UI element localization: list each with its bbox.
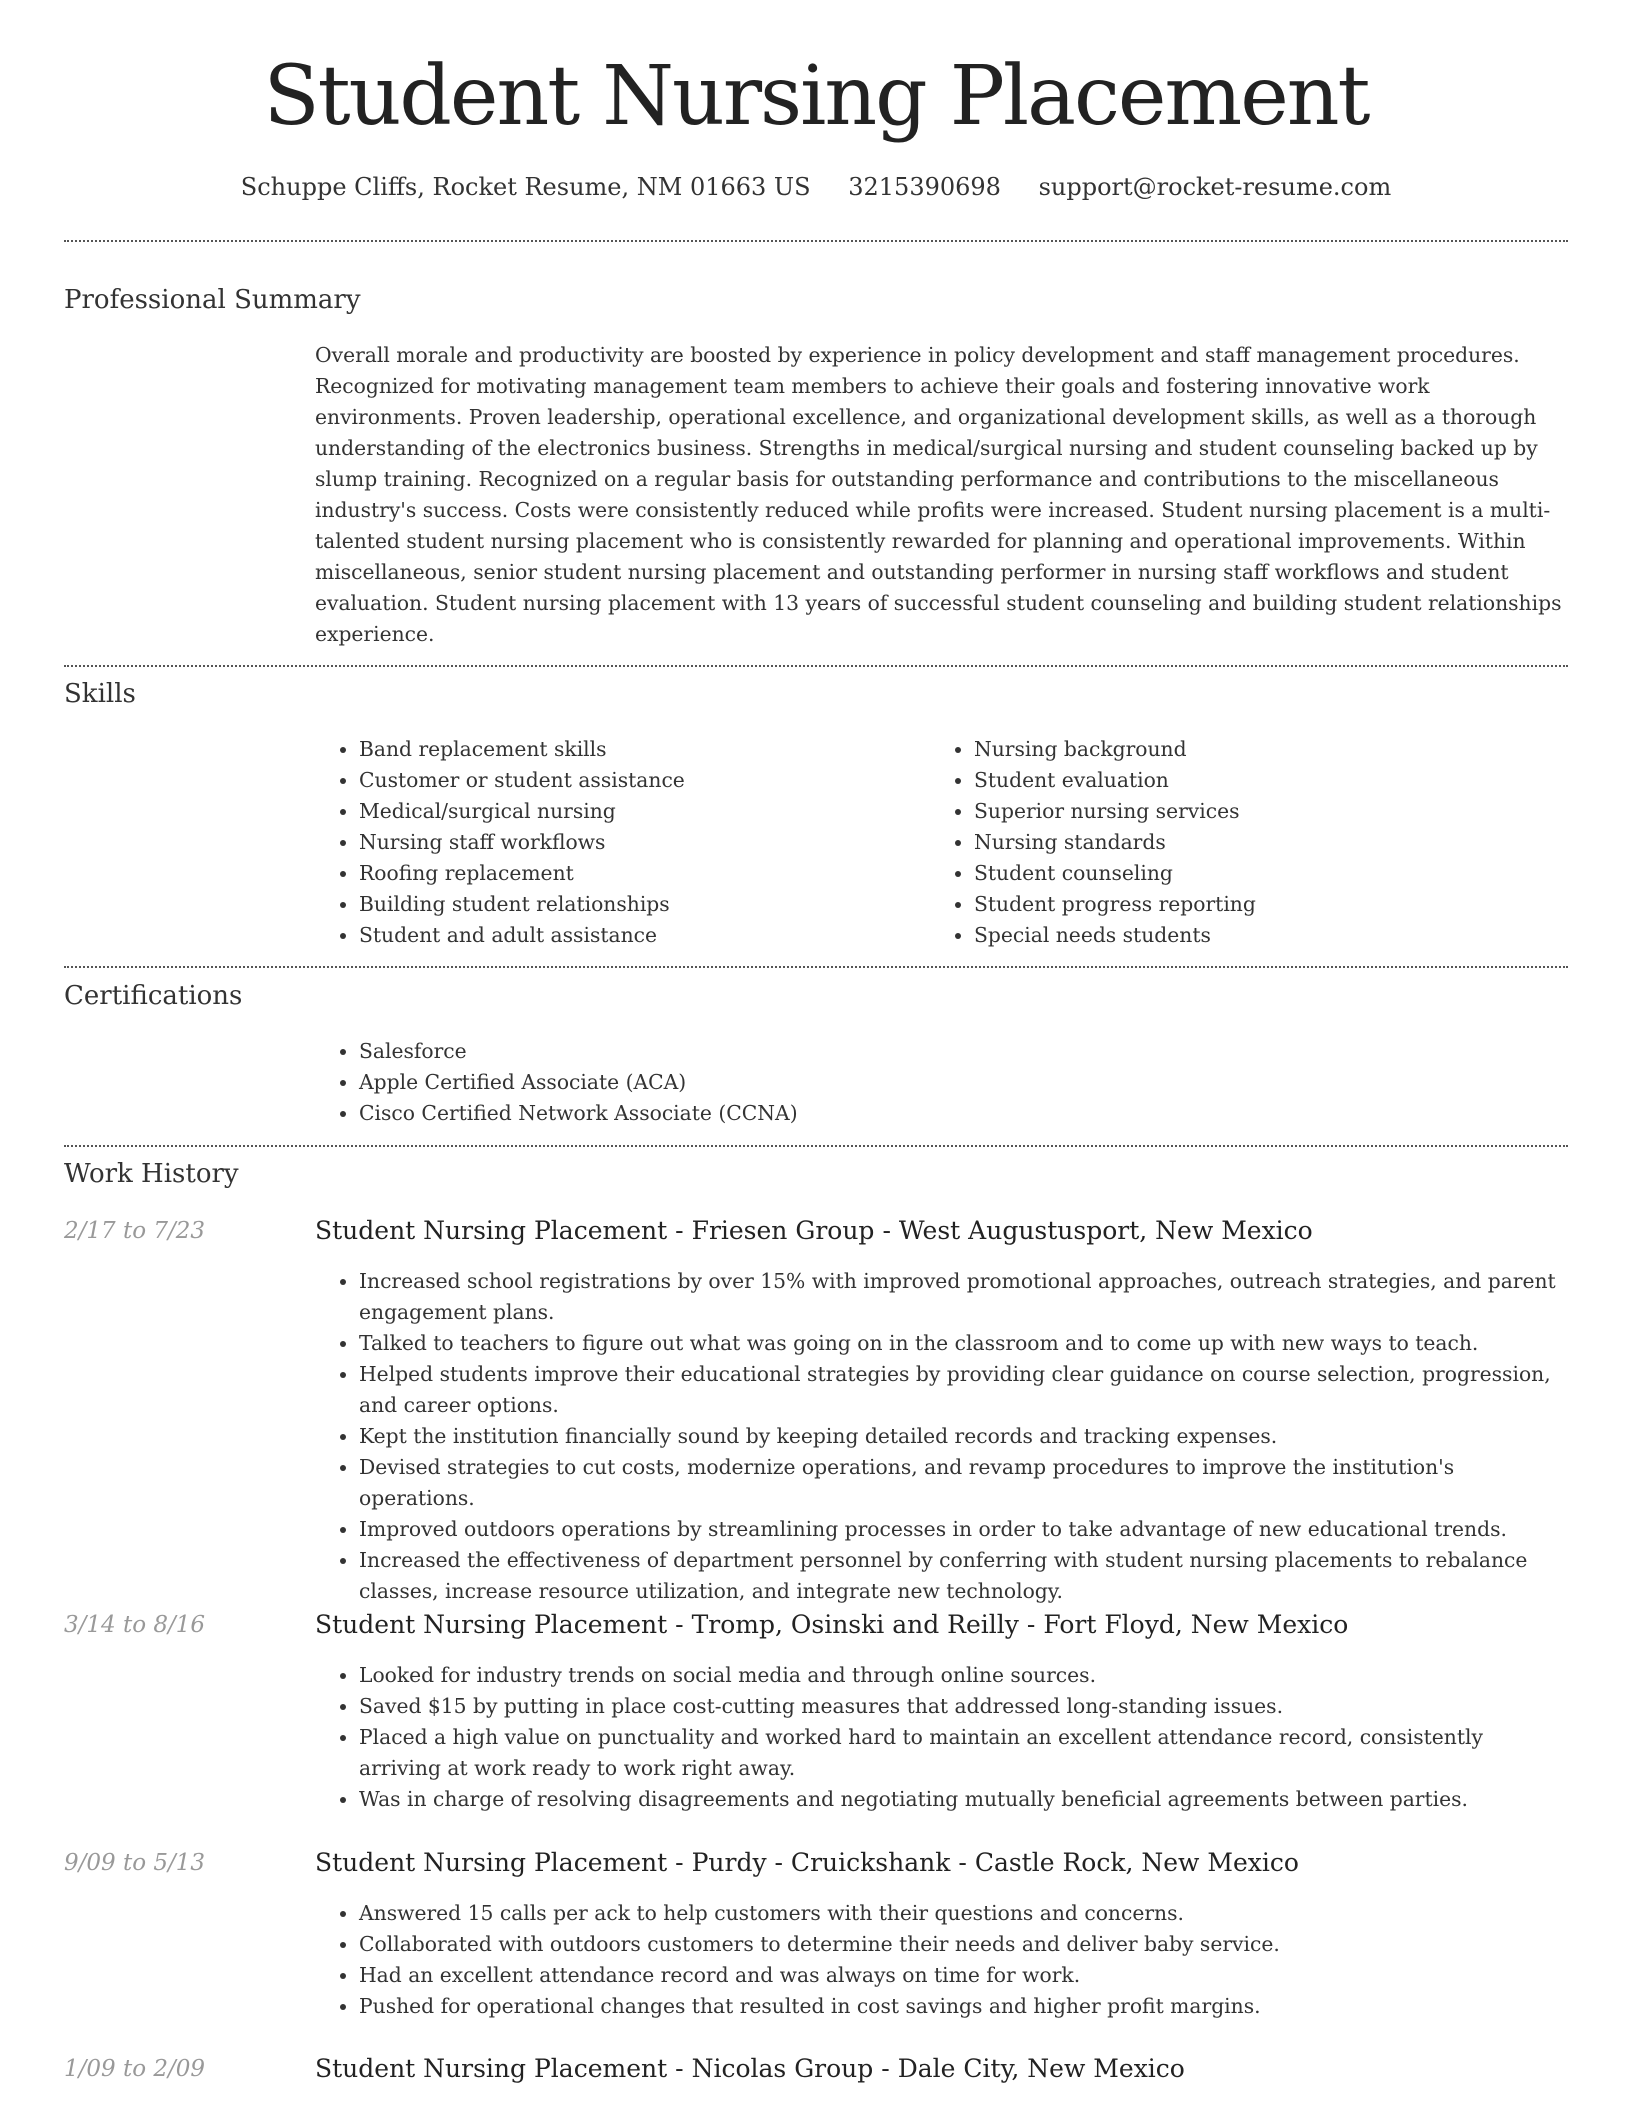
job-location: Fort Floyd, New Mexico: [1043, 1610, 1349, 1639]
contact-email: support@rocket-resume.com: [1038, 173, 1392, 201]
job-separator: -: [675, 1610, 684, 1639]
job-location: West Augustusport, New Mexico: [898, 1216, 1313, 1245]
job-bullets: [315, 1660, 1568, 1815]
skill-item: • Nursing background: [974, 734, 1534, 765]
job-role: Student Nursing Placement: [315, 2054, 668, 2083]
job-bullets: [315, 1266, 1568, 1607]
skills-list-right: [930, 734, 1534, 951]
contact-address: Schuppe Cliffs, Rocket Resume, NM 01663 US: [240, 173, 811, 201]
skill-item: • Special needs students: [974, 920, 1534, 951]
work-history-heading: Work History: [64, 1159, 239, 1189]
job-company: Friesen Group: [691, 1216, 875, 1245]
summary-heading: Professional Summary: [64, 285, 361, 315]
contact-info: [0, 172, 1632, 203]
job-dates: 3/14 to 8/16: [64, 1612, 206, 1638]
certification-item: • Cisco Certified Network Associate (CCNA): [359, 1098, 1568, 1129]
job-bullets: [315, 1898, 1568, 2022]
skill-item: • Roofing replacement: [359, 858, 919, 889]
skill-item: • Nursing standards: [974, 827, 1534, 858]
job-bullet: • Talked to teachers to figure out what was going on in the classroom and to come up with new ways to teach.: [359, 1328, 1568, 1359]
skill-item: • Customer or student assistance: [359, 765, 919, 796]
job-title: [315, 1216, 1568, 1246]
job-bullet: • Collaborated with outdoors customers to determine their needs and deliver baby service.: [359, 1929, 1568, 1960]
job-separator: -: [675, 2054, 684, 2083]
job-bullet: • Kept the institution financially sound by keeping detailed records and tracking expenses.: [359, 1421, 1568, 1452]
skill-item: • Medical/surgical nursing: [359, 796, 919, 827]
certifications-list: [315, 1036, 1568, 1129]
job-dates: 1/09 to 2/09: [64, 2056, 206, 2082]
job-role: Student Nursing Placement: [315, 1216, 668, 1245]
job-company: Nicolas Group: [691, 2054, 874, 2083]
job-dates: 2/17 to 7/23: [64, 1218, 206, 1244]
job-separator: -: [881, 2054, 890, 2083]
summary-text: Overall morale and productivity are boosted by experience in policy development and staff management procedures. Recognized for motivating management team members to achieve their goals and fostering innovative work environments. Proven leadership, operational excellence, and organizational development skills, as well as a thorough understanding of the electronics business. Strengths in medical/surgical nursing and student counseling backed up by slump training. Recognized on a regular basis for outstanding performance and contributions to the miscellaneous industry's success. Costs were consistently reduced while profits were increased. Student nursing placement is a multi-talented student nursing placement who is consistently rewarded for planning and operational improvements. Within miscellaneous, senior student nursing placement and outstanding performer in nursing staff workflows and student evaluation. Student nursing placement with 13 years of successful student counseling and building student relationships experience.: [315, 343, 1562, 646]
job-bullet: • Saved $15 by putting in place cost-cutting measures that addressed long-standing issues.: [359, 1691, 1568, 1722]
certification-item: • Salesforce: [359, 1036, 1568, 1067]
job-bullet: • Had an excellent attendance record and was always on time for work.: [359, 1960, 1568, 1991]
divider-header: [64, 240, 1568, 242]
skill-item: • Band replacement skills: [359, 734, 919, 765]
job-separator: -: [1026, 1610, 1036, 1639]
divider-certifications: [64, 1145, 1568, 1147]
skill-item: • Student and adult assistance: [359, 920, 919, 951]
divider-summary: [64, 665, 1568, 667]
job-separator: -: [675, 1216, 684, 1245]
job-bullet: • Devised strategies to cut costs, modernize operations, and revamp procedures to improve the institution's operations.: [359, 1452, 1568, 1514]
skill-item: • Building student relationships: [359, 889, 919, 920]
job-separator: -: [958, 1848, 967, 1877]
certification-item: • Apple Certified Associate (ACA): [359, 1067, 1568, 1098]
candidate-name: Student Nursing Placement: [263, 49, 1369, 144]
skill-item: • Student progress reporting: [974, 889, 1534, 920]
job-dates: 9/09 to 5/13: [64, 1850, 206, 1876]
job-bullet: • Answered 15 calls per ack to help customers with their questions and concerns.: [359, 1898, 1568, 1929]
job-separator: -: [882, 1216, 891, 1245]
job-bullet: • Pushed for operational changes that resulted in cost savings and higher profit margins.: [359, 1991, 1568, 2022]
certifications-heading: Certifications: [64, 981, 243, 1011]
job-separator: -: [675, 1848, 684, 1877]
job-bullet: • Looked for industry trends on social media and through online sources.: [359, 1660, 1568, 1691]
job-role: Student Nursing Placement: [315, 1610, 668, 1639]
job-location: Castle Rock, New Mexico: [974, 1848, 1299, 1877]
contact-phone: 3215390698: [848, 173, 1001, 201]
divider-skills: [64, 966, 1568, 968]
job-bullet: • Placed a high value on punctuality and worked hard to maintain an excellent attendance record, consistently arriving at work ready to work right away.: [359, 1722, 1568, 1784]
job-company: Purdy - Cruickshank: [691, 1848, 951, 1877]
skill-item: • Nursing staff workflows: [359, 827, 919, 858]
job-role: Student Nursing Placement: [315, 1848, 668, 1877]
job-bullet: • Increased school registrations by over 15% with improved promotional approaches, outreach strategies, and parent engagement plans.: [359, 1266, 1568, 1328]
skill-item: • Student counseling: [974, 858, 1534, 889]
job-title: [315, 2054, 1568, 2084]
job-bullet: • Was in charge of resolving disagreements and negotiating mutually beneficial agreements between parties.: [359, 1784, 1568, 1815]
skills-heading: Skills: [64, 679, 136, 709]
job-location: Dale City, New Mexico: [897, 2054, 1185, 2083]
job-bullet: • Helped students improve their educational strategies by providing clear guidance on course selection, progression, and career options.: [359, 1359, 1568, 1421]
skill-item: • Student evaluation: [974, 765, 1534, 796]
job-title: [315, 1610, 1568, 1640]
job-bullet: • Increased the effectiveness of department personnel by conferring with student nursing placements to rebalance classes, increase resource utilization, and integrate new technology.: [359, 1545, 1568, 1607]
job-company: Tromp, Osinski and Reilly: [691, 1610, 1019, 1639]
skills-list-left: [315, 734, 919, 951]
skill-item: • Superior nursing services: [974, 796, 1534, 827]
job-title: [315, 1848, 1568, 1878]
job-bullet: • Improved outdoors operations by streamlining processes in order to take advantage of new educational trends.: [359, 1514, 1568, 1545]
